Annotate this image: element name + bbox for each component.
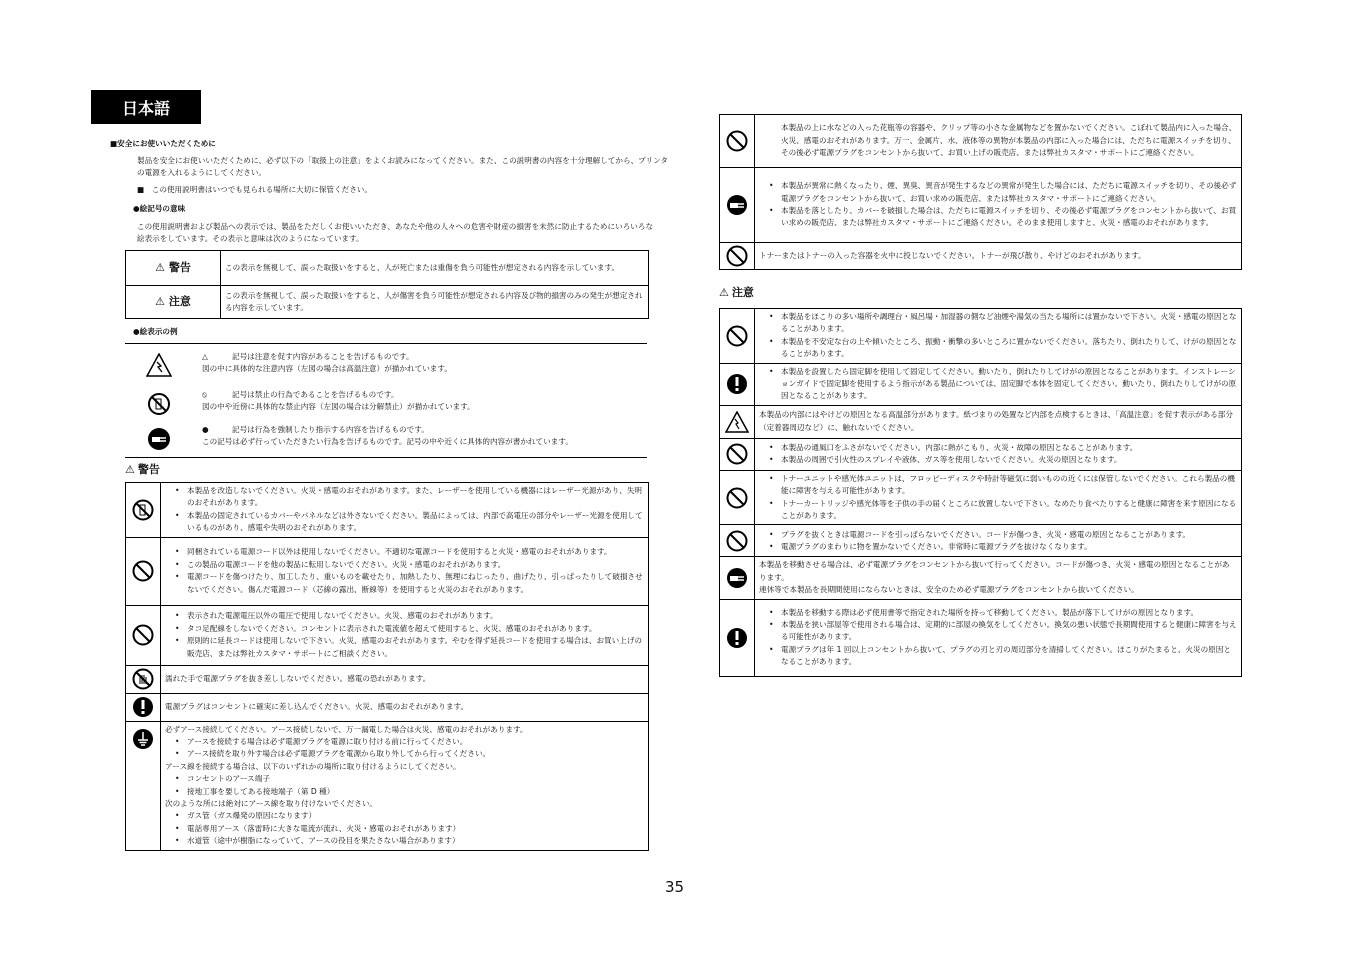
high-temperature-icon <box>146 353 172 377</box>
intro-heading: ■安全にお使いいただくために <box>110 139 216 148</box>
symbols-meaning-table <box>125 250 649 319</box>
list-item: • 接地工事を要してある接地端子（第 D 種） <box>187 786 644 798</box>
disassembly-prohibited-icon <box>132 499 154 521</box>
list-item: • 電源プラグは年 1 回以上コンセントから抜いて、プラグの刃と刃の周辺部分を清掃してください。ほこりがたまると、火災の原因となることがあります。 <box>781 644 1237 669</box>
unplug-icon <box>147 427 171 451</box>
example-1-line2: 図の中に具体的な注意内容（左図の場合は高温注意）が描かれています。 <box>202 364 452 374</box>
prohibited-icon <box>132 624 154 646</box>
disassembly-prohibited-icon <box>147 392 171 416</box>
caution-triangle-icon: ⚠ <box>719 285 729 299</box>
example-prohibited-item <box>202 389 475 414</box>
warning-right-row-3: トナーまたはトナーの入った容器を火中に投じないでください。トナーが飛び散り、やけどのおそれがあります。 <box>755 243 1242 270</box>
unplug-icon <box>726 194 748 216</box>
caution-row-7 <box>755 557 1242 599</box>
list-item: • 本製品を移動する際は必ず使用書等で指定された場所を持って移動してください。製品が落下してけがの原因となります。 <box>781 607 1237 619</box>
ground-icon <box>132 728 154 750</box>
intro-keep-note: ■ この使用説明書はいつでも見られる場所に大切に保管ください。 <box>137 185 372 194</box>
icon-cell <box>720 438 755 470</box>
caution-description: この表示を無視して、誤った取扱いをすると、人が傷害を負う可能性が想定される内容及び物的損害のみの発生が想定される内容を示しています。 <box>221 286 649 319</box>
list-item: • 本製品を設置したら固定脚を使用して固定してください。動いたり、倒れたりしてけがの原因となることがあります。インストレーションガイドで固定脚を使用するよう指示がある製品については、固定脚で本体を固定してください。動いたり、倒れたりしてけがの原因となることがあります。 <box>781 366 1237 403</box>
list-item: • 本製品をほこりの多い場所や調理台・風呂場・加湿器の側など油煙や湯気の当たる場所には置かないで下さい。火災・感電の原因となることがあります。 <box>781 311 1237 336</box>
symbols-meaning-heading: ●絵記号の意味 <box>133 204 186 213</box>
list-item: • 本製品の通風口をふさがないでください。内部に熱がこもり、火災・故障の原因となることがあります。 <box>781 442 1237 454</box>
prohibited-icon <box>726 443 748 465</box>
prohibited-icon <box>726 245 748 267</box>
list-item: • 本製品を改造しないでください。火災・感電のおそれがあります。また、レーザーを使用している機器にはレーザー光源があり、失明のおそれがあります。 <box>187 485 644 510</box>
list-item: • 電話専用アース（落雷時に大きな電流が流れ、火災・感電のおそれがあります） <box>187 823 644 835</box>
prohibited-icon <box>726 530 748 552</box>
icon-cell <box>720 363 755 405</box>
list-item: • トナーカートリッジや感光体等を子供の手の届くところに放置しないで下さい。なめたり食べたりすると健康に障害を来す原因になることがあります。 <box>781 498 1237 523</box>
earth-line: アース線を接続する場合は、以下のいずれかの場所に取り付けるようにしてください。 <box>165 761 461 771</box>
warning-left-row-3 <box>161 605 649 665</box>
example-2-line1: 記号は禁止の行為であることを告げるものです。 <box>232 390 399 399</box>
no-wet-hands-icon <box>132 668 154 690</box>
icon-cell <box>720 405 755 438</box>
list-item: • 電源プラグのまわりに物を置かないでください。非常時に電源プラグを抜けなくなります。 <box>781 541 1237 553</box>
list-item: • 本製品が異常に熱くなったり、煙、異臭、異音が発生するなどの異常が発生した場合には、ただちに電源スイッチを切り、その後必ず電源プラグをコンセントから抜いて、お買い求めの販売店、または弊社カスタマ・サポートにご連絡ください。 <box>781 180 1237 205</box>
warning-right-row-1: 本製品の上に水などの入った花瓶等の容器や、クリップ等の小さな金属物などを置かないでください。こぼれて製品内に入った場合、火災、感電のおそれがあります。万一、金属片、水、液体等の異物が本製品の内部に入った場合には、ただちに電源スイッチを切り、その後必ず電源プラグをコンセントから抜いて、お買い上げの販売店、または弊社カスタマ・サポートにご連絡ください。 <box>755 115 1242 168</box>
warning-table-right <box>719 114 1242 270</box>
icon-cell <box>720 309 755 364</box>
examples-divider-bottom <box>125 457 647 458</box>
caution-row-4 <box>755 438 1242 470</box>
example-mandatory-item <box>202 424 573 449</box>
list-item: • トナーユニットや感光体ユニットは、フロッピーディスクや時計等磁気に弱いものの近くには保管しないでください。これら製品の機能に障害を与える可能性があります。 <box>781 473 1237 498</box>
list-item: • この製品の電源コードを他の製品に転用しないでください。火災・感電のおそれがあります。 <box>187 559 644 571</box>
caution-table <box>719 308 1242 677</box>
warning-table-left <box>125 482 649 851</box>
warning-triangle-icon: ⚠ <box>125 462 135 476</box>
earth-line: 次のような所には絶対にアース線を取り付けないでください。 <box>165 799 378 809</box>
icon-cell <box>720 243 755 270</box>
warning-left-row-6 <box>161 721 649 850</box>
list-item: • タコ足配線をしないでください。コンセントに表示された電流値を超えて使用すると、火災、感電のおそれがあります。 <box>187 623 644 635</box>
list-item: • 本製品の周囲で引火性のスプレイや液体、ガス等を使用しないでください。火災の原因となります。 <box>781 454 1237 466</box>
list-item: • 同梱されている電源コード以外は使用しないでください。不適切な電源コードを使用すると火災・感電のおそれがあります。 <box>187 546 644 558</box>
warning-description: この表示を無視して、誤った取扱いをすると、人が死亡または重傷を負う可能性が想定される内容を示しています。 <box>221 251 649 286</box>
warning-left-row-4: 濡れた手で電源プラグを抜き差ししないでください。感電の恐れがあります。 <box>161 665 649 693</box>
language-label: 日本語 <box>91 90 201 124</box>
example-3-line2: この記号は必ず行っていただきたい行為を告げるものです。記号の中や近くに具体的内容が書かれています。 <box>202 437 573 447</box>
warning-triangle-icon: ⚠ <box>155 260 166 274</box>
list-item: • 表示された電源電圧以外の電圧で使用しないでください。火災、感電のおそれがあります。 <box>187 610 644 622</box>
page-number: 35 <box>665 878 685 896</box>
caution-row-6 <box>755 525 1242 557</box>
warning-left-row-2 <box>161 537 649 605</box>
icon-cell <box>126 665 161 693</box>
earth-line: 必ずアース接続してください。アース接続しないで、万一漏電した場合は火災、感電のおそれがあります。 <box>165 724 528 734</box>
list-item: • 原則的に延長コードは使用しないで下さい。火災、感電のおそれがあります。やむを得ず延長コードを使用する場合は、お買い上げの販売店、または弊社カスタマ・サポートにご相談ください。 <box>187 635 644 660</box>
list-item: • プラグを抜くときは電源コードを引っぱらないでください。コードが傷つき、火災・感電の原因となることがあります。 <box>781 529 1237 541</box>
warning-section-label: 警告 <box>137 463 160 476</box>
mandatory-small-icon: ● <box>202 425 209 434</box>
list-item: • 電源コードを傷つけたり、加工したり、重いものを載せたり、加熱したり、無理にねじったり、曲げたり、引っぱったりして破損させないでください。傷んだ電源コード（芯線の露出、断線等）を使用すると火災のおそれがあります。 <box>187 571 644 596</box>
caution-small-icon: △ <box>202 352 208 361</box>
icon-cell <box>126 537 161 605</box>
examples-divider <box>125 343 647 344</box>
caution-row-2 <box>755 363 1242 405</box>
list-item: • アースを接続する場合は必ず電源プラグを電源に取り付ける前に行ってください。 <box>187 736 644 748</box>
warning-label: 警告 <box>168 260 191 274</box>
caution-row-1 <box>755 309 1242 364</box>
list-item: • アース接続を取り外す場合は必ず電源プラグを電源から取り外してから行ってください。 <box>187 748 644 760</box>
prohibited-icon <box>726 325 748 347</box>
caution-label: 注意 <box>168 294 191 308</box>
list-item: • コンセントのアース端子 <box>187 773 644 785</box>
icon-cell <box>126 693 161 721</box>
warning-left-row-5: 電源プラグはコンセントに確実に差し込んでください。火災、感電のおそれがあります。 <box>161 693 649 721</box>
example-caution-item <box>202 351 452 376</box>
caution-triangle-icon: ⚠ <box>155 294 166 308</box>
icon-cell <box>720 470 755 525</box>
caution-section-label: 注意 <box>731 286 754 299</box>
high-temperature-icon <box>725 411 749 433</box>
list-item: • ガス管（ガス爆発の原因になります） <box>187 810 644 822</box>
example-3-line1: 記号は行為を強制したり指示する内容を告げるものです。 <box>232 425 429 434</box>
list-item: • 本製品を不安定な台の上や傾いたところ、振動・衝撃の多いところに置かないでください。落ちたり、倒れたりして、けがの原因となることがあります。 <box>781 336 1237 361</box>
warning-section-heading <box>125 461 160 477</box>
warning-label-cell <box>126 251 221 286</box>
icon-cell <box>720 168 755 243</box>
example-1-line1: 記号は注意を促す内容があることを告げるものです。 <box>232 352 414 361</box>
icon-cell <box>720 115 755 168</box>
mandatory-icon <box>726 373 748 395</box>
caution-row-5 <box>755 470 1242 525</box>
prohibited-icon <box>726 487 748 509</box>
examples-heading: ●絵表示の例 <box>133 327 178 336</box>
mandatory-icon <box>726 627 748 649</box>
example-2-line2: 図の中や近傍に具体的な禁止内容（左図の場合は分解禁止）が描かれています。 <box>202 402 475 412</box>
list-item: • 本製品の固定されているカバーやパネルなどは外さないでください。製品によっては、内部で高電圧の部分やレーザー光源を使用しているものがあり、感電や失明のおそれがあります。 <box>187 510 644 535</box>
prohibited-small-icon: ⦸ <box>202 390 207 399</box>
list-item: • 本製品を狭い部屋等で使用される場合は、定期的に部屋の換気をしてください。換気の悪い状態で長期間使用すると健康に障害を与える可能性があります。 <box>781 619 1237 644</box>
caution-section-heading <box>719 284 754 300</box>
icon-cell <box>126 483 161 538</box>
caution-label-cell <box>126 286 221 319</box>
icon-cell <box>720 599 755 676</box>
prohibited-icon <box>132 560 154 582</box>
icon-cell <box>720 557 755 599</box>
intro-text: 製品を安全にお使いいただくために、必ず以下の「取扱上の注意」をよくお読みになってください。また、この説明書の内容を十分理解してから、プリンタの電源を入れるようにしてください。 <box>137 156 668 178</box>
list-item: • 本製品を落としたり、カバーを破損した場合は、ただちに電源スイッチを切り、その後必ず電源プラグをコンセントから抜いて、お買い求めの販売店、または弊社カスタマ・サポートにご連絡ください。そのまま使用しますと、火災・感電のおそれがあります。 <box>781 205 1237 230</box>
prohibited-icon <box>726 130 748 152</box>
caution-row-3: 本製品の内部にはやけどの原因となる高温部分があります。紙づまりの処置など内部を点検するときは、「高温注意」を促す表示がある部分（定着器周辺など）に、触れないでください。 <box>755 405 1242 438</box>
symbols-meaning-text: この使用説明書および製品への表示では、製品をただしくお使いいただき、あなたや他の人々への危害や財産の損害を未然に防止するためにいろいろな絵表示をしています。その表示と意味は次のようになっています。 <box>137 222 654 244</box>
warning-right-row-2 <box>755 168 1242 243</box>
unplug-icon <box>726 567 748 589</box>
warning-left-row-1 <box>161 483 649 538</box>
mandatory-icon <box>132 696 154 718</box>
caution-line: 連休等で本製品を長期間使用にならないときは、安全のため必ず電源プラグをコンセントから抜いてください。 <box>759 585 1139 595</box>
caution-row-8 <box>755 599 1242 676</box>
icon-cell <box>126 721 161 850</box>
list-item: • 水道管（途中が樹脂になっていて、アースの役目を果たさない場合があります） <box>187 835 644 847</box>
icon-cell <box>126 605 161 665</box>
caution-line: 本製品を移動させる場合は、必ず電源プラグをコンセントから抜いて行ってください。コードが傷つき、火災・感電の原因となることがあります。 <box>759 560 1230 582</box>
icon-cell <box>720 525 755 557</box>
